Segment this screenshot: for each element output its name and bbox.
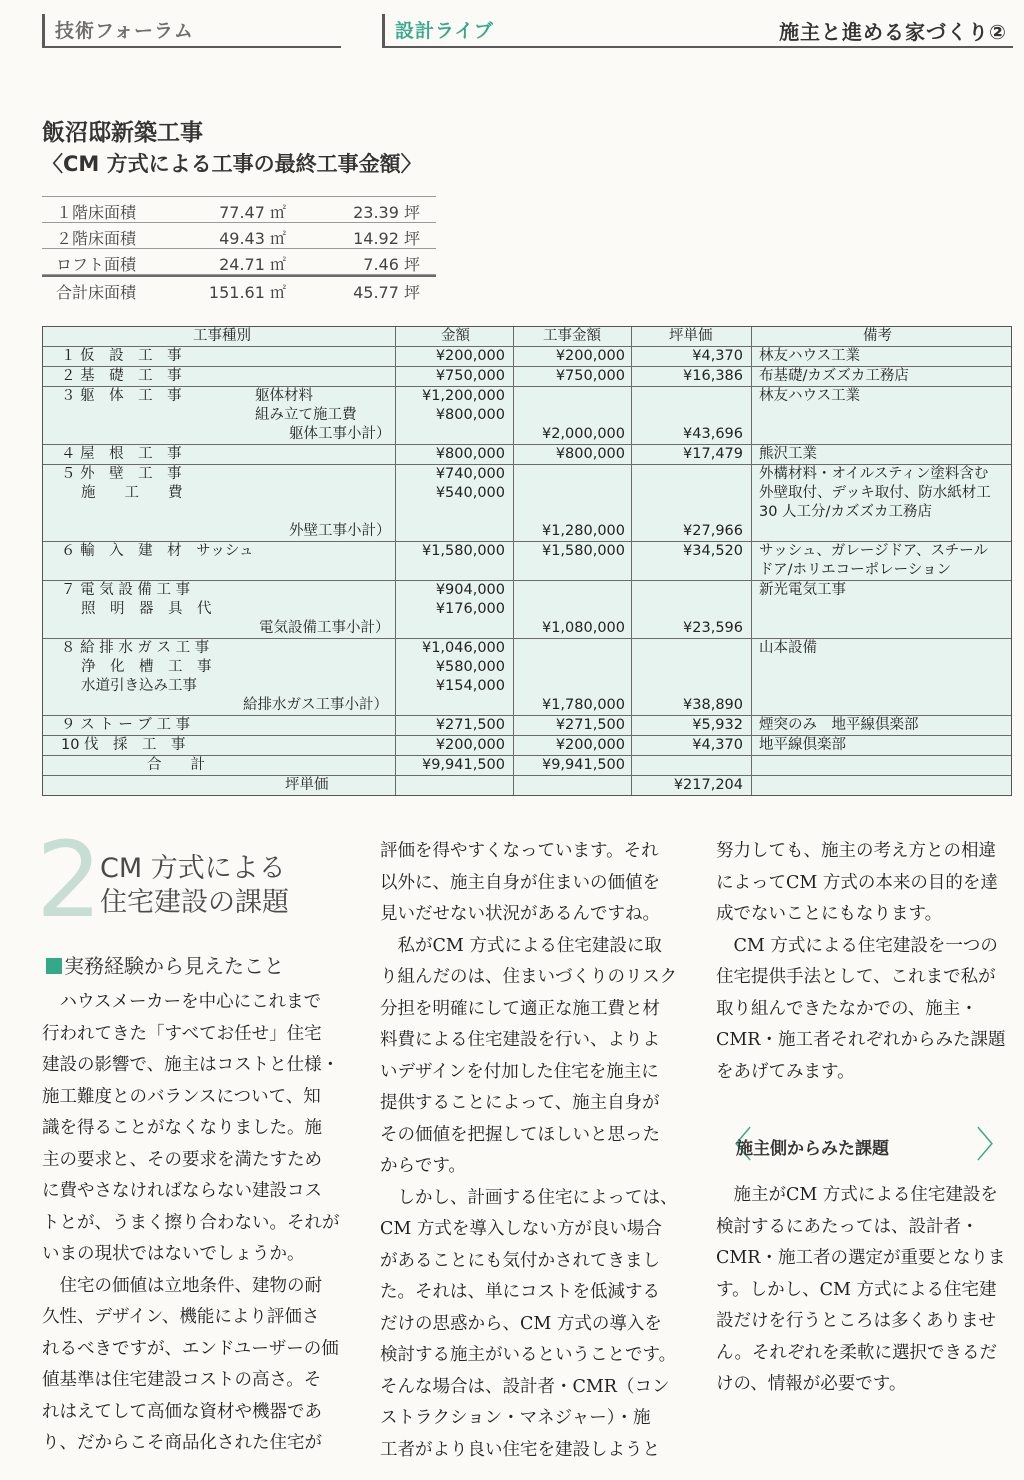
table-row <box>43 542 1011 581</box>
table-row <box>43 736 1011 756</box>
text-line: れるべきですが、エンドユーザーの価 <box>42 1338 339 1359</box>
cell-note: 外構材料・オイルスティン塗料含む <box>759 466 989 482</box>
left-angle-bracket-icon: 〈 <box>716 1125 753 1166</box>
table-row <box>43 581 1011 639</box>
cell-tsubo: ¥5,932 <box>692 717 743 733</box>
cell-tsubo: ¥43,696 <box>683 426 743 442</box>
text-line: 主の要求と、その要求を満たすため <box>42 1149 322 1170</box>
body-column-2 <box>380 836 680 1466</box>
text-line: CMR・施工者の選定が重要となりま <box>716 1248 1006 1268</box>
area-tsubo: 45.77 坪 <box>353 283 420 302</box>
text-line: 以外に、施主自身が住まいの価値を <box>380 872 660 893</box>
cell-note: 地平線倶楽部 <box>759 737 846 753</box>
cell-construction: ¥1,280,000 <box>541 523 625 539</box>
area-label: １階床面積 <box>56 203 137 222</box>
cell-subtotal-label: 電気設備工事小計） <box>259 620 390 636</box>
cell-note: サッシュ、ガレージドア、スチール <box>759 543 988 559</box>
text-line: いまの現状ではないでしょうか。 <box>42 1244 305 1264</box>
text-line: 見いだせない状況があるんですね。 <box>380 904 660 924</box>
table-tsubo-total-row <box>43 776 1011 795</box>
text-line: ストラクション・マネジャー）・施 <box>380 1408 651 1428</box>
right-angle-bracket-icon: 〉 <box>975 1125 1012 1166</box>
area-sqm: 151.61 ㎡ <box>208 283 286 302</box>
text-line: 努力しても、施主の考え方との相違 <box>716 841 996 861</box>
subheading-text: 実務経験から見えたこと <box>64 954 284 978</box>
text-line: があることにも気付かされてきまし <box>380 1250 660 1271</box>
table-row <box>43 347 1011 367</box>
text-line: 成でないことにもなります。 <box>716 904 943 924</box>
col-header-item: 工事種別 <box>193 328 251 344</box>
table-row <box>43 639 1011 716</box>
cell-amount: ¥740,000 <box>435 466 505 482</box>
cell-item: 水道引き込み工事 <box>81 678 197 694</box>
section-number: 2 <box>36 819 103 941</box>
text-line: をあげてみます。 <box>716 1061 855 1082</box>
cell-item: ８ 給 排 水 ガ ス 工 事 <box>61 640 210 656</box>
cell-construction: ¥2,000,000 <box>541 426 625 442</box>
text-line: しかし、計画する住宅によっては、 <box>380 1187 678 1208</box>
text-line: 検討する施主がいるということです。 <box>380 1345 677 1365</box>
text-line: 分担を明確にして適正な施工費と材 <box>380 998 660 1019</box>
header-section-box <box>42 14 341 48</box>
header-series-box <box>382 14 1013 48</box>
cell-construction: ¥271,500 <box>555 717 625 733</box>
text-line: けの、情報が必要です。 <box>716 1374 907 1394</box>
area-label: ２階床面積 <box>56 229 137 248</box>
text-line: 久性、デザイン、機能により評価さ <box>42 1307 320 1327</box>
box-heading <box>716 1126 1012 1170</box>
cell-amount: ¥580,000 <box>435 659 505 675</box>
cell-subitem: 躯体材料 <box>255 388 313 404</box>
col-header-tsubo-price: 坪単価 <box>669 328 713 344</box>
subheading <box>46 950 284 979</box>
cell-construction: ¥1,580,000 <box>541 543 625 559</box>
cell-note: 煙突のみ 地平線倶楽部 <box>759 717 919 733</box>
text-line: そんな場合は、設計者・CMR（コン <box>380 1376 670 1397</box>
text-line: た。それは、単にコストを低減する <box>380 1282 660 1302</box>
cell-subtotal-label: 外壁工事小計） <box>289 523 391 539</box>
cell-subitem: 組み立て施工費 <box>255 407 357 423</box>
area-row <box>42 196 436 223</box>
cell-note: 30 人工分/カズズカ工務店 <box>759 504 932 520</box>
cell-item: 照 明 器 具 代 <box>81 601 212 617</box>
area-label: ロフト面積 <box>56 255 137 274</box>
area-sqm: 77.47 ㎡ <box>219 203 286 222</box>
header-series: 設計ライブ <box>395 20 494 42</box>
cell-amount: ¥800,000 <box>435 446 505 462</box>
total-amount: ¥9,941,500 <box>421 757 505 773</box>
text-line: 取り組んできたなかでの、施主・ <box>716 998 978 1019</box>
cell-item: 浄 化 槽 工 事 <box>81 659 212 675</box>
header-section: 技術フォーラム <box>55 20 194 42</box>
text-line: CM 方式による住宅建設を一つの <box>716 935 998 956</box>
area-table <box>42 196 436 302</box>
cell-amount: ¥540,000 <box>435 485 505 501</box>
cell-construction: ¥800,000 <box>555 446 625 462</box>
area-tsubo: 23.39 坪 <box>353 203 420 222</box>
cell-amount: ¥176,000 <box>435 601 505 617</box>
table-row <box>43 367 1011 387</box>
text-line: 建設の影響で、施主はコストと仕様・ <box>42 1055 340 1075</box>
cell-item: ９ ス ト ー ブ 工 事 <box>61 717 191 733</box>
tsubo-total-value: ¥217,204 <box>673 777 743 793</box>
cell-item: ５ 外 壁 工 事 <box>61 466 182 482</box>
text-line: 住宅提供手法として、これまで私が <box>716 967 996 987</box>
cell-tsubo: ¥23,596 <box>683 620 743 636</box>
cell-item: ７ 電 気 設 備 工 事 <box>61 582 191 598</box>
col-header-note: 備考 <box>863 328 892 344</box>
text-line: 検討するにあたっては、設計者・ <box>716 1216 979 1237</box>
project-title: 飯沼邸新築工事 <box>42 120 203 146</box>
table-row <box>43 716 1011 736</box>
body-column-3-top <box>716 836 1016 1088</box>
cell-note: 外壁取付、デッキ取付、防水紙材工 <box>759 485 991 501</box>
cell-subtotal-label: 躯体工事小計） <box>289 426 391 442</box>
cell-tsubo: ¥17,479 <box>683 446 743 462</box>
text-line: トとが、うまく擦り合わない。それが <box>42 1212 340 1233</box>
square-bullet-icon <box>46 958 62 974</box>
col-header-amount: 金額 <box>441 328 470 344</box>
area-sqm: 24.71 ㎡ <box>219 255 286 274</box>
text-line: れはえてして高価な資材や機器であ <box>42 1401 322 1422</box>
text-line: 評価を得やすくなっています。それ <box>380 841 659 861</box>
area-tsubo: 7.46 坪 <box>363 255 420 274</box>
cell-amount: ¥750,000 <box>435 368 505 384</box>
text-line: 住宅の価値は立地条件、建物の耐 <box>42 1275 322 1296</box>
cell-amount: ¥904,000 <box>435 582 505 598</box>
cell-tsubo: ¥27,966 <box>683 523 743 539</box>
cell-note: 林友ハウス工業 <box>759 348 861 364</box>
area-sqm: 49.43 ㎡ <box>219 229 286 248</box>
cell-item: ４ 屋 根 工 事 <box>61 446 182 462</box>
text-line: 設だけを行うところは多くありませ <box>716 1311 996 1331</box>
text-line: CMR・施工者それぞれからみた課題 <box>716 1030 1006 1050</box>
section-title-line1: CM 方式による <box>100 853 286 884</box>
cell-construction: ¥200,000 <box>555 737 625 753</box>
text-line: 行われてきた「すべてお任せ」住宅 <box>42 1023 322 1044</box>
cell-amount: ¥1,580,000 <box>421 543 505 559</box>
text-line: 施工難度とのバランスについて、知 <box>42 1086 321 1107</box>
cell-construction: ¥1,080,000 <box>541 620 625 636</box>
text-line: ん。それぞれを柔軟に選択できるだ <box>716 1342 998 1363</box>
cell-note: 山本設備 <box>759 640 817 656</box>
area-row <box>42 249 436 275</box>
cell-amount: ¥1,046,000 <box>421 640 505 656</box>
total-construction: ¥9,941,500 <box>541 757 625 773</box>
area-tsubo: 14.92 坪 <box>353 229 420 248</box>
table-total-row <box>43 756 1011 776</box>
body-column-3-bottom <box>716 1180 1016 1401</box>
cell-tsubo: ¥38,890 <box>683 697 743 713</box>
section-title-line2: 住宅建設の課題 <box>100 887 289 918</box>
cell-construction: ¥750,000 <box>555 368 625 384</box>
cell-construction: ¥200,000 <box>555 348 625 364</box>
cell-item: ３ 躯 体 工 事 <box>61 388 182 404</box>
text-line: だけの思惑から、CM 方式の導入を <box>380 1313 662 1334</box>
area-row <box>42 223 436 249</box>
cell-note: 布基礎/カズズカ工務店 <box>759 368 909 384</box>
cell-subtotal-label: 給排水ガス工事小計） <box>243 697 388 713</box>
text-line: 工者がより良い住宅を建設しようと <box>380 1439 660 1460</box>
cell-tsubo: ¥4,370 <box>692 348 743 364</box>
table-row <box>43 445 1011 465</box>
text-line: 識を得ることがなくなりました。施 <box>42 1118 322 1138</box>
text-line: によってCM 方式の本来の目的を達 <box>716 872 998 893</box>
text-line: 私がCM 方式による住宅建設に取 <box>380 935 662 956</box>
text-line: からです。 <box>380 1156 466 1176</box>
col-header-construction: 工事金額 <box>543 328 601 344</box>
body-column-1 <box>42 987 342 1460</box>
area-row-total <box>42 275 436 302</box>
text-line: 料費による住宅建設を行い、よりよ <box>380 1030 660 1050</box>
area-label: 合計床面積 <box>56 283 137 302</box>
cell-item: ２ 基 礎 工 事 <box>61 368 182 384</box>
text-line: り組んだのは、住まいづくりのリスク <box>380 967 678 987</box>
tsubo-total-label: 坪単価 <box>285 777 329 793</box>
cell-note: ドア/ホリエコーポレーション <box>759 562 952 578</box>
text-line: す。しかし、CM 方式による住宅建 <box>716 1279 997 1300</box>
cell-tsubo: ¥4,370 <box>692 737 743 753</box>
cell-note: 新光電気工事 <box>759 582 846 598</box>
header-title: 施主と進める家づくり② <box>779 20 1007 44</box>
project-subtitle: 〈CM 方式による工事の最終工事金額〉 <box>42 152 422 176</box>
cell-item: １ 仮 設 工 事 <box>61 348 182 364</box>
cell-amount: ¥800,000 <box>435 407 505 423</box>
text-line: CM 方式を導入しない方が良い場合 <box>380 1219 662 1239</box>
box-heading-text: 施主側からみた課題 <box>736 1139 889 1159</box>
text-line: り、だからこそ商品化された住宅が <box>42 1433 322 1453</box>
cell-tsubo: ¥16,386 <box>683 368 743 384</box>
cost-table <box>42 326 1012 796</box>
text-line: その価値を把握してほしいと思った <box>380 1124 660 1145</box>
cell-item: 10 伐 採 工 事 <box>61 737 186 753</box>
text-line: に費やさなければならない建設コス <box>42 1181 322 1201</box>
cell-amount: ¥1,200,000 <box>421 388 505 404</box>
table-row <box>43 387 1011 445</box>
cell-amount: ¥271,500 <box>435 717 505 733</box>
cell-note: 林友ハウス工業 <box>759 388 861 404</box>
cell-item: ６ 輸 入 建 材 サッシュ <box>61 543 254 559</box>
text-line: ハウスメーカーを中心にこれまで <box>42 992 322 1012</box>
text-line: 値基準は住宅建設コストの高さ。そ <box>42 1370 322 1390</box>
cell-amount: ¥200,000 <box>435 737 505 753</box>
text-line: 提供することによって、施主自身が <box>380 1093 660 1113</box>
cell-construction: ¥1,780,000 <box>541 697 625 713</box>
cell-item: 施 工 費 <box>81 485 183 501</box>
table-header-row <box>43 327 1011 347</box>
text-line: いデザインを付加した住宅を施主に <box>380 1061 659 1082</box>
cell-amount: ¥154,000 <box>435 678 505 694</box>
cell-note: 熊沢工業 <box>759 446 817 462</box>
cell-amount: ¥200,000 <box>435 348 505 364</box>
table-row <box>43 465 1011 542</box>
total-label: 合 計 <box>147 757 205 773</box>
text-line: 施主がCM 方式による住宅建設を <box>716 1185 998 1205</box>
cell-tsubo: ¥34,520 <box>683 543 743 559</box>
